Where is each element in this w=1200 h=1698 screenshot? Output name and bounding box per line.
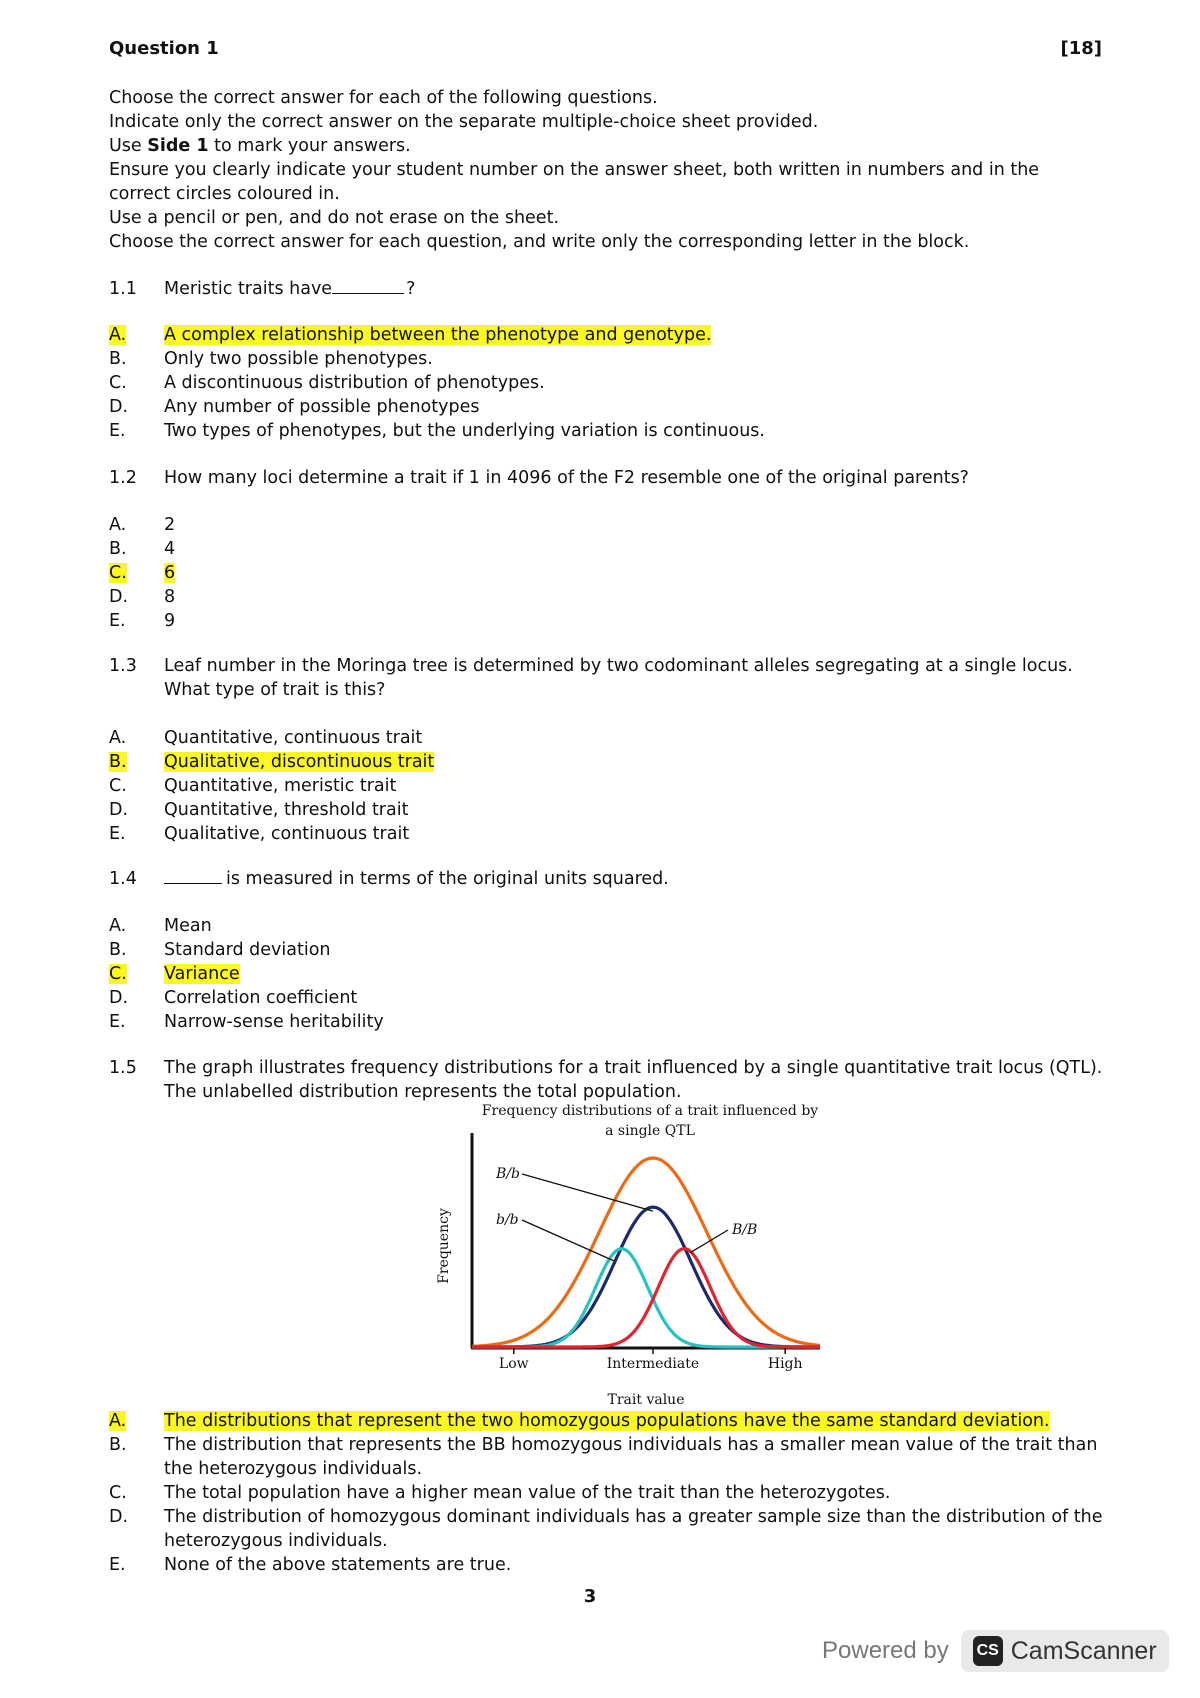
option-letter: A.	[109, 325, 127, 345]
question-1-3	[109, 654, 1105, 702]
option-text: None of the above statements are true.	[164, 1555, 512, 1575]
series-leader-line	[522, 1220, 614, 1261]
option-a	[109, 513, 1105, 537]
option-e	[109, 419, 1105, 443]
options-1-2	[109, 513, 1105, 633]
option-letter: B.	[109, 940, 127, 960]
x-tick-label: Low	[498, 1356, 529, 1372]
question-number: 1.4	[109, 869, 137, 889]
y-axis-label: Frequency	[436, 1208, 452, 1284]
options-1-3	[109, 726, 1105, 846]
question-1-4	[109, 867, 1105, 891]
option-text: Correlation coefficient	[164, 988, 358, 1008]
question-text: Leaf number in the Moringa tree is determined by two codominant alleles segregating at a single locus. What type of trait is this?	[164, 656, 1073, 700]
option-b	[109, 1433, 1105, 1481]
option-text: 2	[164, 515, 176, 535]
option-letter: E.	[109, 824, 126, 844]
instructions	[109, 86, 1069, 254]
option-text: Quantitative, meristic trait	[164, 776, 397, 796]
instruction-line: Choose the correct answer for each of the following questions.	[109, 88, 658, 108]
option-letter: E.	[109, 611, 126, 631]
options-1-5	[109, 1409, 1105, 1577]
powered-by-text: Powered by	[822, 1637, 949, 1664]
option-e	[109, 822, 1105, 846]
option-text: A complex relationship between the phenotype and genotype.	[164, 325, 712, 345]
series-line-bb	[472, 1249, 820, 1347]
option-text: 6	[164, 563, 176, 583]
option-text: The distribution that represents the BB homozygous individuals has a smaller mean value of the trait than the heterozygous individuals.	[164, 1435, 1098, 1479]
option-letter: A.	[109, 916, 127, 936]
x-ticks	[499, 1348, 803, 1372]
chart-title: Frequency distributions of a trait influenced by a single QTL	[481, 1103, 819, 1139]
option-b	[109, 938, 1105, 962]
option-text: Standard deviation	[164, 940, 331, 960]
side-prefix: Use	[109, 136, 142, 156]
question-marks: [18]	[1060, 38, 1102, 59]
question-1-2	[109, 466, 1105, 490]
camscanner-badge	[961, 1630, 1169, 1672]
x-tick-label: Intermediate	[606, 1356, 700, 1372]
qtl-frequency-chart	[420, 1128, 840, 1418]
option-e	[109, 1553, 1105, 1577]
option-letter: D.	[109, 397, 129, 417]
option-a	[109, 1409, 1105, 1433]
option-e	[109, 609, 1105, 633]
option-text: Qualitative, continuous trait	[164, 824, 410, 844]
series-leader-line	[522, 1174, 653, 1211]
option-text: Mean	[164, 916, 212, 936]
option-d	[109, 1505, 1105, 1553]
option-letter: B.	[109, 539, 127, 559]
option-b	[109, 347, 1105, 371]
option-text: The total population have a higher mean value of the trait than the heterozygotes.	[164, 1483, 891, 1503]
question-1-5	[109, 1056, 1105, 1104]
option-a	[109, 323, 1105, 347]
options-1-1	[109, 323, 1105, 443]
answer-blank	[164, 867, 222, 884]
question-text: is measured in terms of the original units squared.	[226, 869, 669, 889]
option-letter: E.	[109, 1555, 126, 1575]
side-suffix: to mark your answers.	[214, 136, 411, 156]
option-letter: A.	[109, 728, 127, 748]
option-letter: C.	[109, 563, 127, 583]
question-text: The graph illustrates frequency distributions for a trait influenced by a single quantitative trait locus (QTL). The unlabelled distribution represents the total population.	[164, 1058, 1103, 1102]
instruction-line: Ensure you clearly indicate your student number on the answer sheet, both written in numbers and in the correct circles coloured in.	[109, 160, 1040, 204]
option-text: 8	[164, 587, 176, 607]
option-d	[109, 585, 1105, 609]
series-group	[472, 1158, 820, 1347]
option-a	[109, 914, 1105, 938]
answer-blank	[332, 277, 404, 294]
option-text: Quantitative, continuous trait	[164, 728, 423, 748]
option-letter: A.	[109, 1411, 127, 1431]
question-1-1	[109, 277, 1105, 301]
option-text: Qualitative, discontinuous trait	[164, 752, 435, 772]
series-label-bb: B/B	[732, 1222, 758, 1238]
options-1-4	[109, 914, 1105, 1034]
option-letter: D.	[109, 587, 129, 607]
option-text: Quantitative, threshold trait	[164, 800, 409, 820]
option-letter: A.	[109, 515, 127, 535]
option-text: A discontinuous distribution of phenotypes.	[164, 373, 545, 393]
question-title: Question 1	[109, 38, 219, 59]
instruction-line: Use a pencil or pen, and do not erase on the sheet.	[109, 208, 560, 228]
option-letter: C.	[109, 964, 127, 984]
option-a	[109, 726, 1105, 750]
option-letter: D.	[109, 1507, 129, 1527]
option-text: The distributions that represent the two homozygous populations have the same standard deviation.	[164, 1411, 1050, 1431]
question-text: How many loci determine a trait if 1 in 4096 of the F2 resemble one of the original parents?	[164, 468, 969, 488]
series-line-bb	[472, 1249, 820, 1347]
question-number: 1.2	[109, 468, 137, 488]
series-label-bb: B/b	[496, 1166, 520, 1182]
option-e	[109, 1010, 1105, 1034]
option-letter: B.	[109, 752, 127, 772]
camscanner-watermark	[822, 1630, 1169, 1672]
series-line-total	[472, 1158, 820, 1346]
option-letter: E.	[109, 421, 126, 441]
question-text: Meristic traits have	[164, 279, 333, 299]
option-c	[109, 561, 1105, 585]
option-text: 4	[164, 539, 176, 559]
option-letter: C.	[109, 373, 127, 393]
option-text: Narrow-sense heritability	[164, 1012, 384, 1032]
x-tick-label: High	[767, 1356, 803, 1372]
option-text: The distribution of homozygous dominant individuals has a greater sample size than the distribution of the heterozygous individuals.	[164, 1507, 1103, 1551]
option-b	[109, 537, 1105, 561]
option-d	[109, 986, 1105, 1010]
option-c	[109, 1481, 1105, 1505]
series-leader-line	[690, 1230, 728, 1253]
option-text: Only two possible phenotypes.	[164, 349, 433, 369]
option-letter: E.	[109, 1012, 126, 1032]
option-b	[109, 750, 1105, 774]
option-letter: B.	[109, 349, 127, 369]
option-letter: C.	[109, 776, 127, 796]
instruction-line: Indicate only the correct answer on the separate multiple-choice sheet provided.	[109, 112, 819, 132]
instruction-line	[109, 134, 1069, 158]
option-letter: D.	[109, 800, 129, 820]
option-text: Two types of phenotypes, but the underlying variation is continuous.	[164, 421, 765, 441]
question-header	[109, 38, 1102, 59]
side-bold: Side 1	[147, 136, 209, 156]
camscanner-brand: CamScanner	[1010, 1636, 1157, 1665]
option-c	[109, 774, 1105, 798]
question-suffix: ?	[406, 279, 416, 299]
option-d	[109, 395, 1105, 419]
instruction-line: Choose the correct answer for each question, and write only the corresponding letter in the block.	[109, 232, 970, 252]
option-d	[109, 798, 1105, 822]
option-c	[109, 962, 1105, 986]
page-number: 3	[583, 1586, 597, 1607]
option-letter: B.	[109, 1435, 127, 1455]
series-label-bb: b/b	[496, 1212, 519, 1228]
camscanner-logo-icon: CS	[973, 1636, 1003, 1666]
x-axis-label: Trait value	[607, 1392, 685, 1408]
option-letter: C.	[109, 1483, 127, 1503]
option-text: Variance	[164, 964, 240, 984]
question-number: 1.3	[109, 656, 137, 676]
option-c	[109, 371, 1105, 395]
option-letter: D.	[109, 988, 129, 1008]
option-text: Any number of possible phenotypes	[164, 397, 480, 417]
option-text: 9	[164, 611, 176, 631]
question-number: 1.1	[109, 279, 137, 299]
question-number: 1.5	[109, 1058, 137, 1078]
